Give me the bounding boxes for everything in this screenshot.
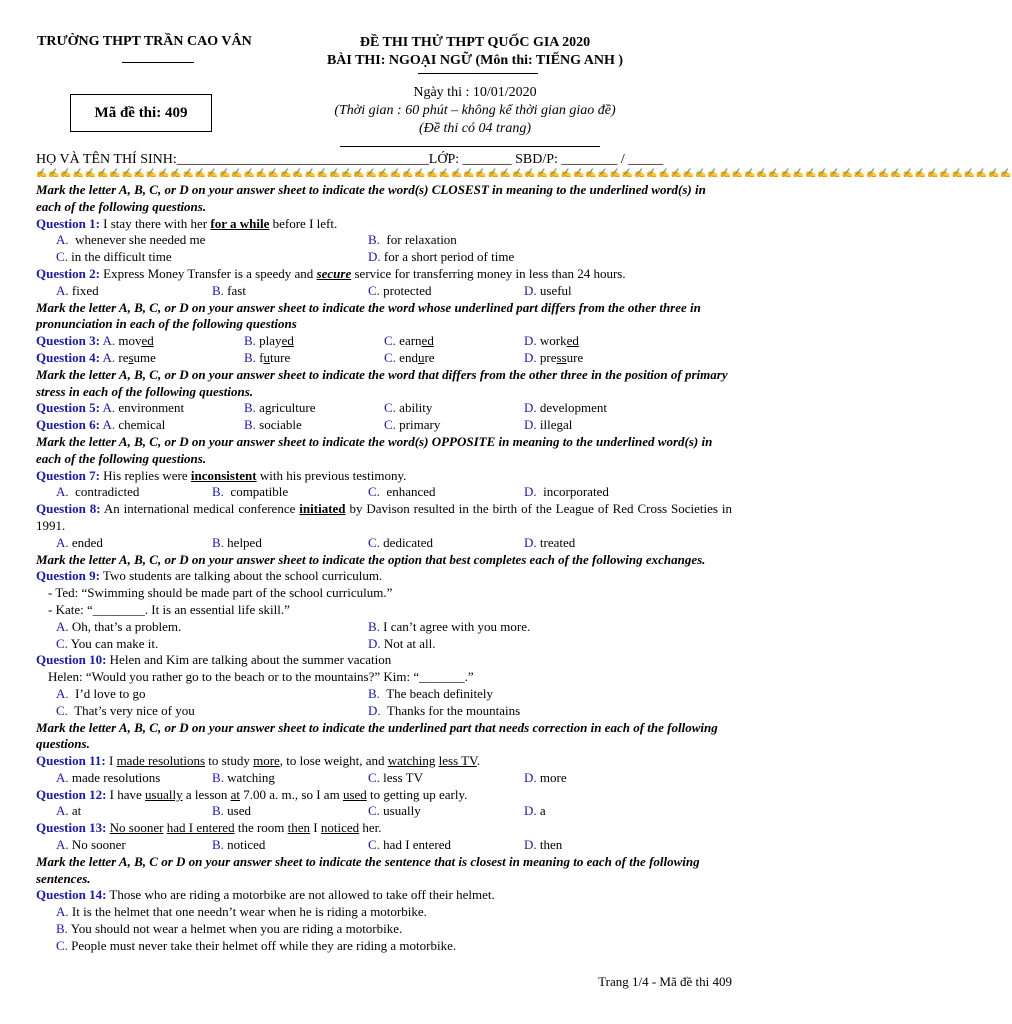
question-label: Question 9:: [36, 568, 100, 584]
option-b: B. helped: [212, 534, 262, 550]
option-c: C. dedicated: [368, 534, 433, 550]
option-d: D. a: [524, 803, 546, 819]
option-b: B. for relaxation: [368, 232, 457, 248]
option-c: C. primary: [384, 417, 441, 433]
question-12-options: [36, 803, 732, 820]
option-c: C. enhanced: [368, 484, 436, 500]
option-b: B. You should not wear a helmet when you are riding a motorbike.: [56, 921, 403, 937]
exam-code: Mã đề thi: 409: [94, 104, 188, 121]
option-a: Question 3: A. moved: [36, 333, 154, 349]
exam-title: ĐỀ THI THỬ THPT QUỐC GIA 2020: [359, 35, 591, 50]
question-label: Question 13:: [36, 820, 107, 836]
option-a: Question 4: A. resume: [36, 349, 156, 365]
option-b: B. fast: [212, 282, 246, 298]
exam-time: (Thời gian : 60 phút – không kể thời gian giao đề): [334, 103, 616, 118]
option-a: A. Oh, that’s a problem.: [56, 618, 182, 634]
option-c: C. ability: [384, 400, 433, 416]
candidate-info-line: HỌ VÀ TÊN THÍ SINH:____________________________________LỚP: _______ SBD/P: ________ / _____: [36, 152, 664, 167]
option-a: A. fixed: [56, 282, 99, 298]
question-14: Question 14: Those who are riding a motorbike are not allowed to take off their helmet.: [36, 887, 495, 903]
decorative-border: ✍✍✍✍✍✍✍✍✍✍✍✍✍✍✍✍✍✍✍✍✍✍✍✍✍✍✍✍✍✍✍✍✍✍✍✍✍✍✍✍✍✍✍✍✍✍✍✍✍✍✍✍✍✍✍✍✍✍✍✍✍✍✍✍✍✍✍✍✍✍✍✍✍✍✍✍✍✍✍✍: [36, 168, 1012, 178]
question-14-option-a: [36, 904, 732, 921]
question-label: Question 2:: [36, 265, 100, 281]
dialogue-line: - Kate: “________. It is an essential life skill.”: [48, 601, 290, 617]
option-c: C. You can make it.: [56, 635, 159, 651]
option-d: D. incorporated: [524, 484, 609, 500]
question-6: [36, 417, 732, 434]
option-d: D. then: [524, 837, 563, 853]
option-b: B. watching: [212, 769, 275, 785]
option-c: C. earned: [384, 333, 434, 349]
question-10-options-cd: [36, 703, 732, 720]
question-14-option-c: [36, 938, 732, 955]
exam-subject: BÀI THI: NGOẠI NGỮ (Môn thi: TIẾNG ANH ): [326, 53, 624, 68]
option-a: A. No sooner: [56, 837, 126, 853]
question-5: [36, 400, 732, 417]
subject-underline: [418, 73, 538, 74]
question-1: Question 1: I stay there with her for a while before I left.: [36, 215, 338, 231]
option-a: A. It is the helmet that one needn’t wear when he is riding a motorbike.: [56, 904, 427, 920]
meta-underline: [340, 146, 600, 147]
page-footer: Trang 1/4 - Mã đề thi 409: [598, 974, 732, 989]
question-11: Question 11: I made resolutions to study more, to lose weight, and watching less TV.: [36, 753, 481, 769]
instruction-opposite: Mark the letter A, B, C, or D on your answer sheet to indicate the word(s) OPPOSITE in meaning to the underlined word(s) in each of the following questions.: [36, 433, 713, 466]
option-d: D. for a short period of time: [368, 249, 515, 265]
option-a: Question 5: A. environment: [36, 400, 185, 416]
underlined-phrase: for a while: [210, 215, 270, 231]
dialogue-line: Helen: “Would you rather go to the beach or to the mountains?” Kim: “_______.”: [48, 669, 474, 685]
question-3: [36, 333, 732, 350]
option-a: A. I’d love to go: [56, 685, 146, 701]
exam-date: Ngày thi : 10/01/2020: [413, 85, 537, 100]
option-a: Question 6: A. chemical: [36, 417, 166, 433]
instruction-closest: Mark the letter A, B, C, or D on your answer sheet to indicate the word(s) CLOSEST in meaning to the underlined word(s) in each of the following questions.: [36, 182, 706, 214]
question-label: Question 1:: [36, 215, 100, 231]
option-d: D. Thanks for the mountains: [368, 702, 521, 718]
exam-code-box: [70, 94, 212, 132]
exam-heading: [315, 34, 635, 70]
option-b: B. agriculture: [244, 400, 316, 416]
question-10: Question 10: Helen and Kim are talking about the summer vacation: [36, 652, 392, 668]
instruction-sentence: Mark the letter A, B, C or D on your answer sheet to indicate the sentence that is closest in meaning to each of the following sentences.: [36, 853, 700, 886]
exam-pages: (Đề thi có 04 trang): [419, 121, 531, 136]
instruction-exchange: Mark the letter A, B, C, or D on your answer sheet to indicate the option that best completes each of the following exchanges.: [36, 551, 706, 567]
question-13: Question 13: No sooner had I entered the room then I noticed her.: [36, 820, 382, 836]
question-7: Question 7: His replies were inconsistent with his previous testimony.: [36, 467, 407, 483]
question-8-options: [36, 535, 732, 552]
option-b: B. The beach definitely: [368, 685, 494, 701]
option-b: B. future: [244, 349, 291, 365]
question-1-options-ab: [36, 232, 732, 249]
instruction-stress: Mark the letter A, B, C, or D on your answer sheet to indicate the word that differs from the other three in the position of primary stress in each of the following questions.: [36, 366, 728, 399]
option-c: C. That’s very nice of you: [56, 702, 195, 718]
school-name: TRƯỜNG THPT TRẦN CAO VÂN: [37, 34, 252, 49]
question-4: [36, 350, 732, 367]
underlined-phrase: initiated: [299, 501, 346, 517]
question-label: Question 14:: [36, 887, 107, 903]
question-12: Question 12: I have usually a lesson at 7.00 a. m., so I am used to getting up early.: [36, 786, 468, 802]
option-a: A. at: [56, 803, 82, 819]
question-14-option-b: [36, 921, 732, 938]
question-11-options: [36, 770, 732, 787]
option-d: D. worked: [524, 333, 579, 349]
question-2-options: [36, 283, 732, 300]
option-c: C. had I entered: [368, 837, 452, 853]
option-d: D. treated: [524, 534, 576, 550]
option-c: C. endure: [384, 349, 435, 365]
question-10-options-ab: [36, 686, 732, 703]
school-underline: [122, 62, 194, 63]
option-c: C. usually: [368, 803, 421, 819]
question-9-options-cd: [36, 636, 732, 653]
option-b: B. sociable: [244, 417, 302, 433]
option-b: B. used: [212, 803, 252, 819]
question-label: Question 7:: [36, 467, 100, 483]
question-9-options-ab: [36, 619, 732, 636]
underlined-phrase: inconsistent: [190, 467, 257, 483]
dialogue-line: - Ted: “Swimming should be made part of the school curriculum.”: [48, 585, 393, 601]
option-a: A. ended: [56, 534, 103, 550]
question-label: Question 10:: [36, 652, 107, 668]
question-label: Question 12:: [36, 786, 107, 802]
question-label: Question 8:: [36, 501, 101, 517]
question-label: Question 11:: [36, 753, 106, 769]
option-a: A. made resolutions: [56, 769, 161, 785]
option-c: C. in the difficult time: [56, 249, 172, 265]
exam-content: [36, 182, 732, 955]
instruction-correction: Mark the letter A, B, C, or D on your answer sheet to indicate the underlined part that needs correction in each of the following questions.: [36, 719, 718, 752]
option-a: A. whenever she needed me: [56, 232, 206, 248]
option-d: D. illegal: [524, 417, 573, 433]
option-b: B. I can’t agree with you more.: [368, 618, 531, 634]
instruction-pronunciation: Mark the letter A, B, C, or D on your answer sheet to indicate the word whose underlined part differs from the other three in pronunciation in each of the following questions: [36, 299, 701, 332]
question-1-options-cd: [36, 249, 732, 266]
question-2: Question 2: Express Money Transfer is a speedy and secure service for transferring money in less than 24 hours.: [36, 265, 626, 281]
option-c: C. less TV: [368, 769, 424, 785]
question-8: Question 8: An international medical conference initiated by Davison resulted in the birth of the League of Red Cross Societies in 1991.: [36, 501, 732, 533]
option-b: B. played: [244, 333, 294, 349]
exam-meta: [290, 84, 660, 138]
option-b: B. compatible: [212, 484, 289, 500]
underlined-phrase: secure: [316, 265, 352, 281]
option-d: D. pressure: [524, 349, 584, 365]
question-9: Question 9: Two students are talking about the school curriculum.: [36, 568, 383, 584]
option-c: C. protected: [368, 282, 432, 298]
question-13-options: [36, 837, 732, 854]
option-c: C. People must never take their helmet off while they are riding a motorbike.: [56, 937, 457, 953]
option-b: B. noticed: [212, 837, 266, 853]
option-d: D. useful: [524, 282, 572, 298]
option-d: D. development: [524, 400, 608, 416]
option-a: A. contradicted: [56, 484, 140, 500]
question-7-options: [36, 484, 732, 501]
option-d: D. more: [524, 769, 567, 785]
option-d: D. Not at all.: [368, 635, 436, 651]
